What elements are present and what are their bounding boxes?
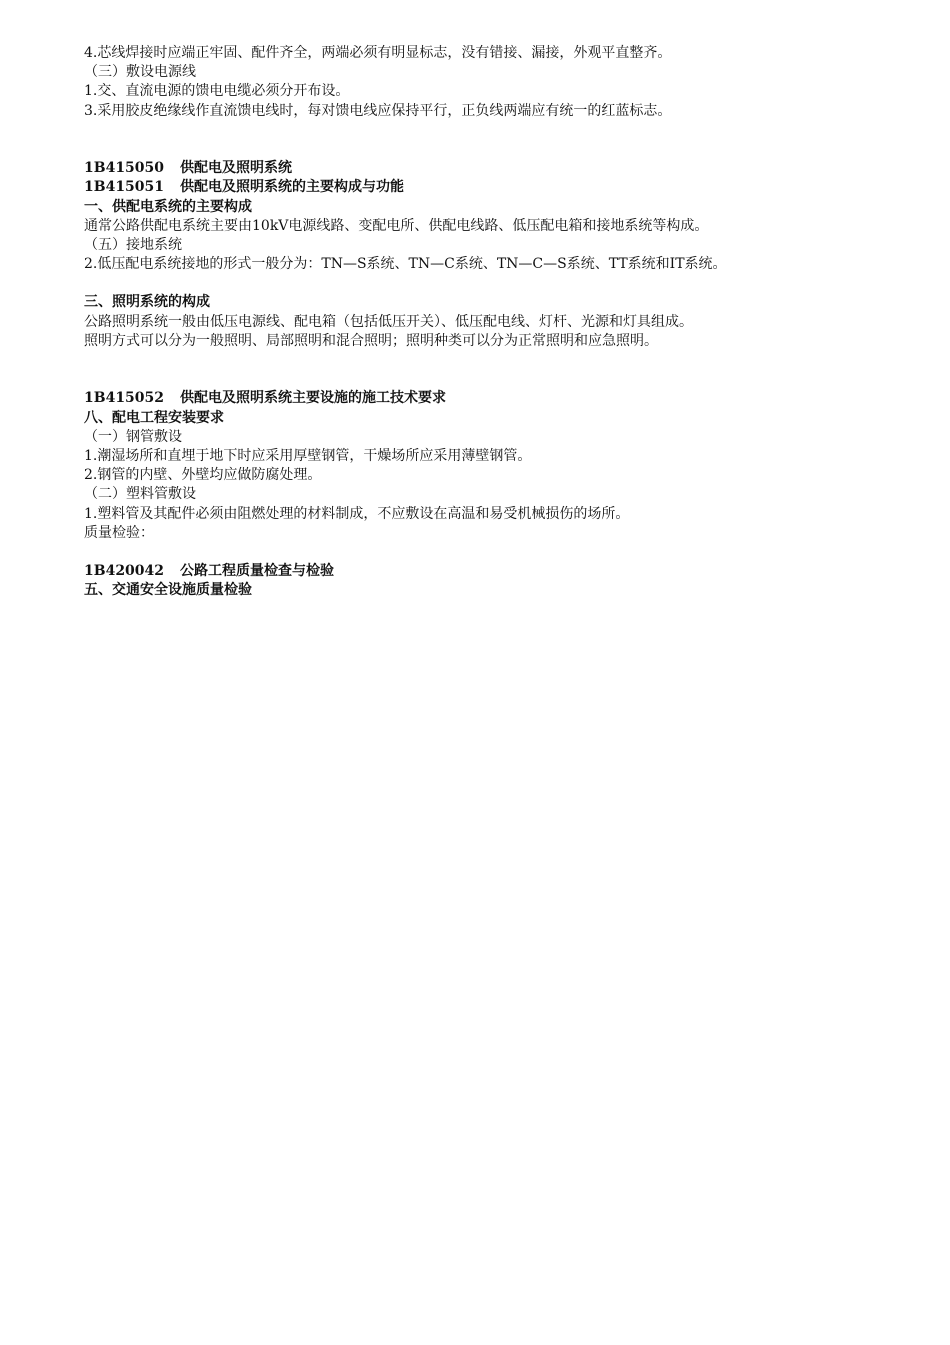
paragraph: 4.芯线焊接时应端正牢固、配件齐全，两端必须有明显标志，没有错接、漏接，外观平直整齐。 xyxy=(84,45,672,61)
spacer xyxy=(84,351,904,389)
spacer xyxy=(84,274,904,293)
paragraph: 1.交、直流电源的馈电电缆必须分开布设。 xyxy=(84,83,350,100)
paragraph: 照明方式可以分为一般照明、局部照明和混合照明；照明种类可以分为正常照明和应急照明。 xyxy=(84,332,658,349)
section-code: 1B420042 xyxy=(84,563,165,580)
paragraph: 1.塑料管及其配件必须由阻燃处理的材料制成，不应敷设在高温和易受机械损伤的场所。 xyxy=(84,505,630,522)
subsection-heading: 八、配电工程安装要求 xyxy=(84,409,224,426)
section-code: 1B415050 xyxy=(84,160,165,177)
subsection-heading: 三、照明系统的构成 xyxy=(84,294,210,311)
document-body xyxy=(84,44,904,600)
paragraph: 1.潮湿场所和直埋于地下时应采用厚壁钢管，干燥场所应采用薄壁钢管。 xyxy=(84,447,532,464)
paragraph: 通常公路供配电系统主要由10kV电源线路、变配电所、供配电线路、低压配电箱和接地系统等构成。 xyxy=(84,217,709,234)
paragraph: 质量检验： xyxy=(84,524,154,541)
section-heading xyxy=(84,562,904,581)
subheading: （一）钢管敷设 xyxy=(84,428,182,445)
section-title: 供配电及照明系统 xyxy=(180,160,293,177)
paragraph: 3.采用胶皮绝缘线作直流馈电线时，每对馈电线应保持平行，正负线两端应有统一的红蓝标志。 xyxy=(84,102,672,119)
paragraph: 2.钢管的内壁、外壁均应做防腐处理。 xyxy=(84,467,322,484)
section-code: 1B415052 xyxy=(84,390,165,407)
spacer xyxy=(84,121,904,159)
section-heading xyxy=(84,178,904,197)
spacer xyxy=(84,543,904,562)
section-code: 1B415051 xyxy=(84,179,165,196)
subsection-heading: 一、供配电系统的主要构成 xyxy=(84,198,252,215)
subheading: （五）接地系统 xyxy=(84,236,182,253)
subsection-heading: 五、交通安全设施质量检验 xyxy=(84,582,252,599)
section-title: 供配电及照明系统的主要构成与功能 xyxy=(180,179,405,196)
section-heading xyxy=(84,389,904,408)
section-title: 公路工程质量检查与检验 xyxy=(180,563,335,580)
paragraph: 2.低压配电系统接地的形式一般分为：TN—S系统、TN—C系统、TN—C—S系统、TT系统和IT系统。 xyxy=(84,256,727,273)
section-heading xyxy=(84,159,904,178)
subheading: （二）塑料管敷设 xyxy=(84,486,196,503)
paragraph: 公路照明系统一般由低压电源线、配电箱（包括低压开关）、低压配电线、灯杆、光源和灯具组成。 xyxy=(84,313,693,330)
section-title: 供配电及照明系统主要设施的施工技术要求 xyxy=(180,390,447,407)
subheading: （三）敷设电源线 xyxy=(84,64,196,81)
